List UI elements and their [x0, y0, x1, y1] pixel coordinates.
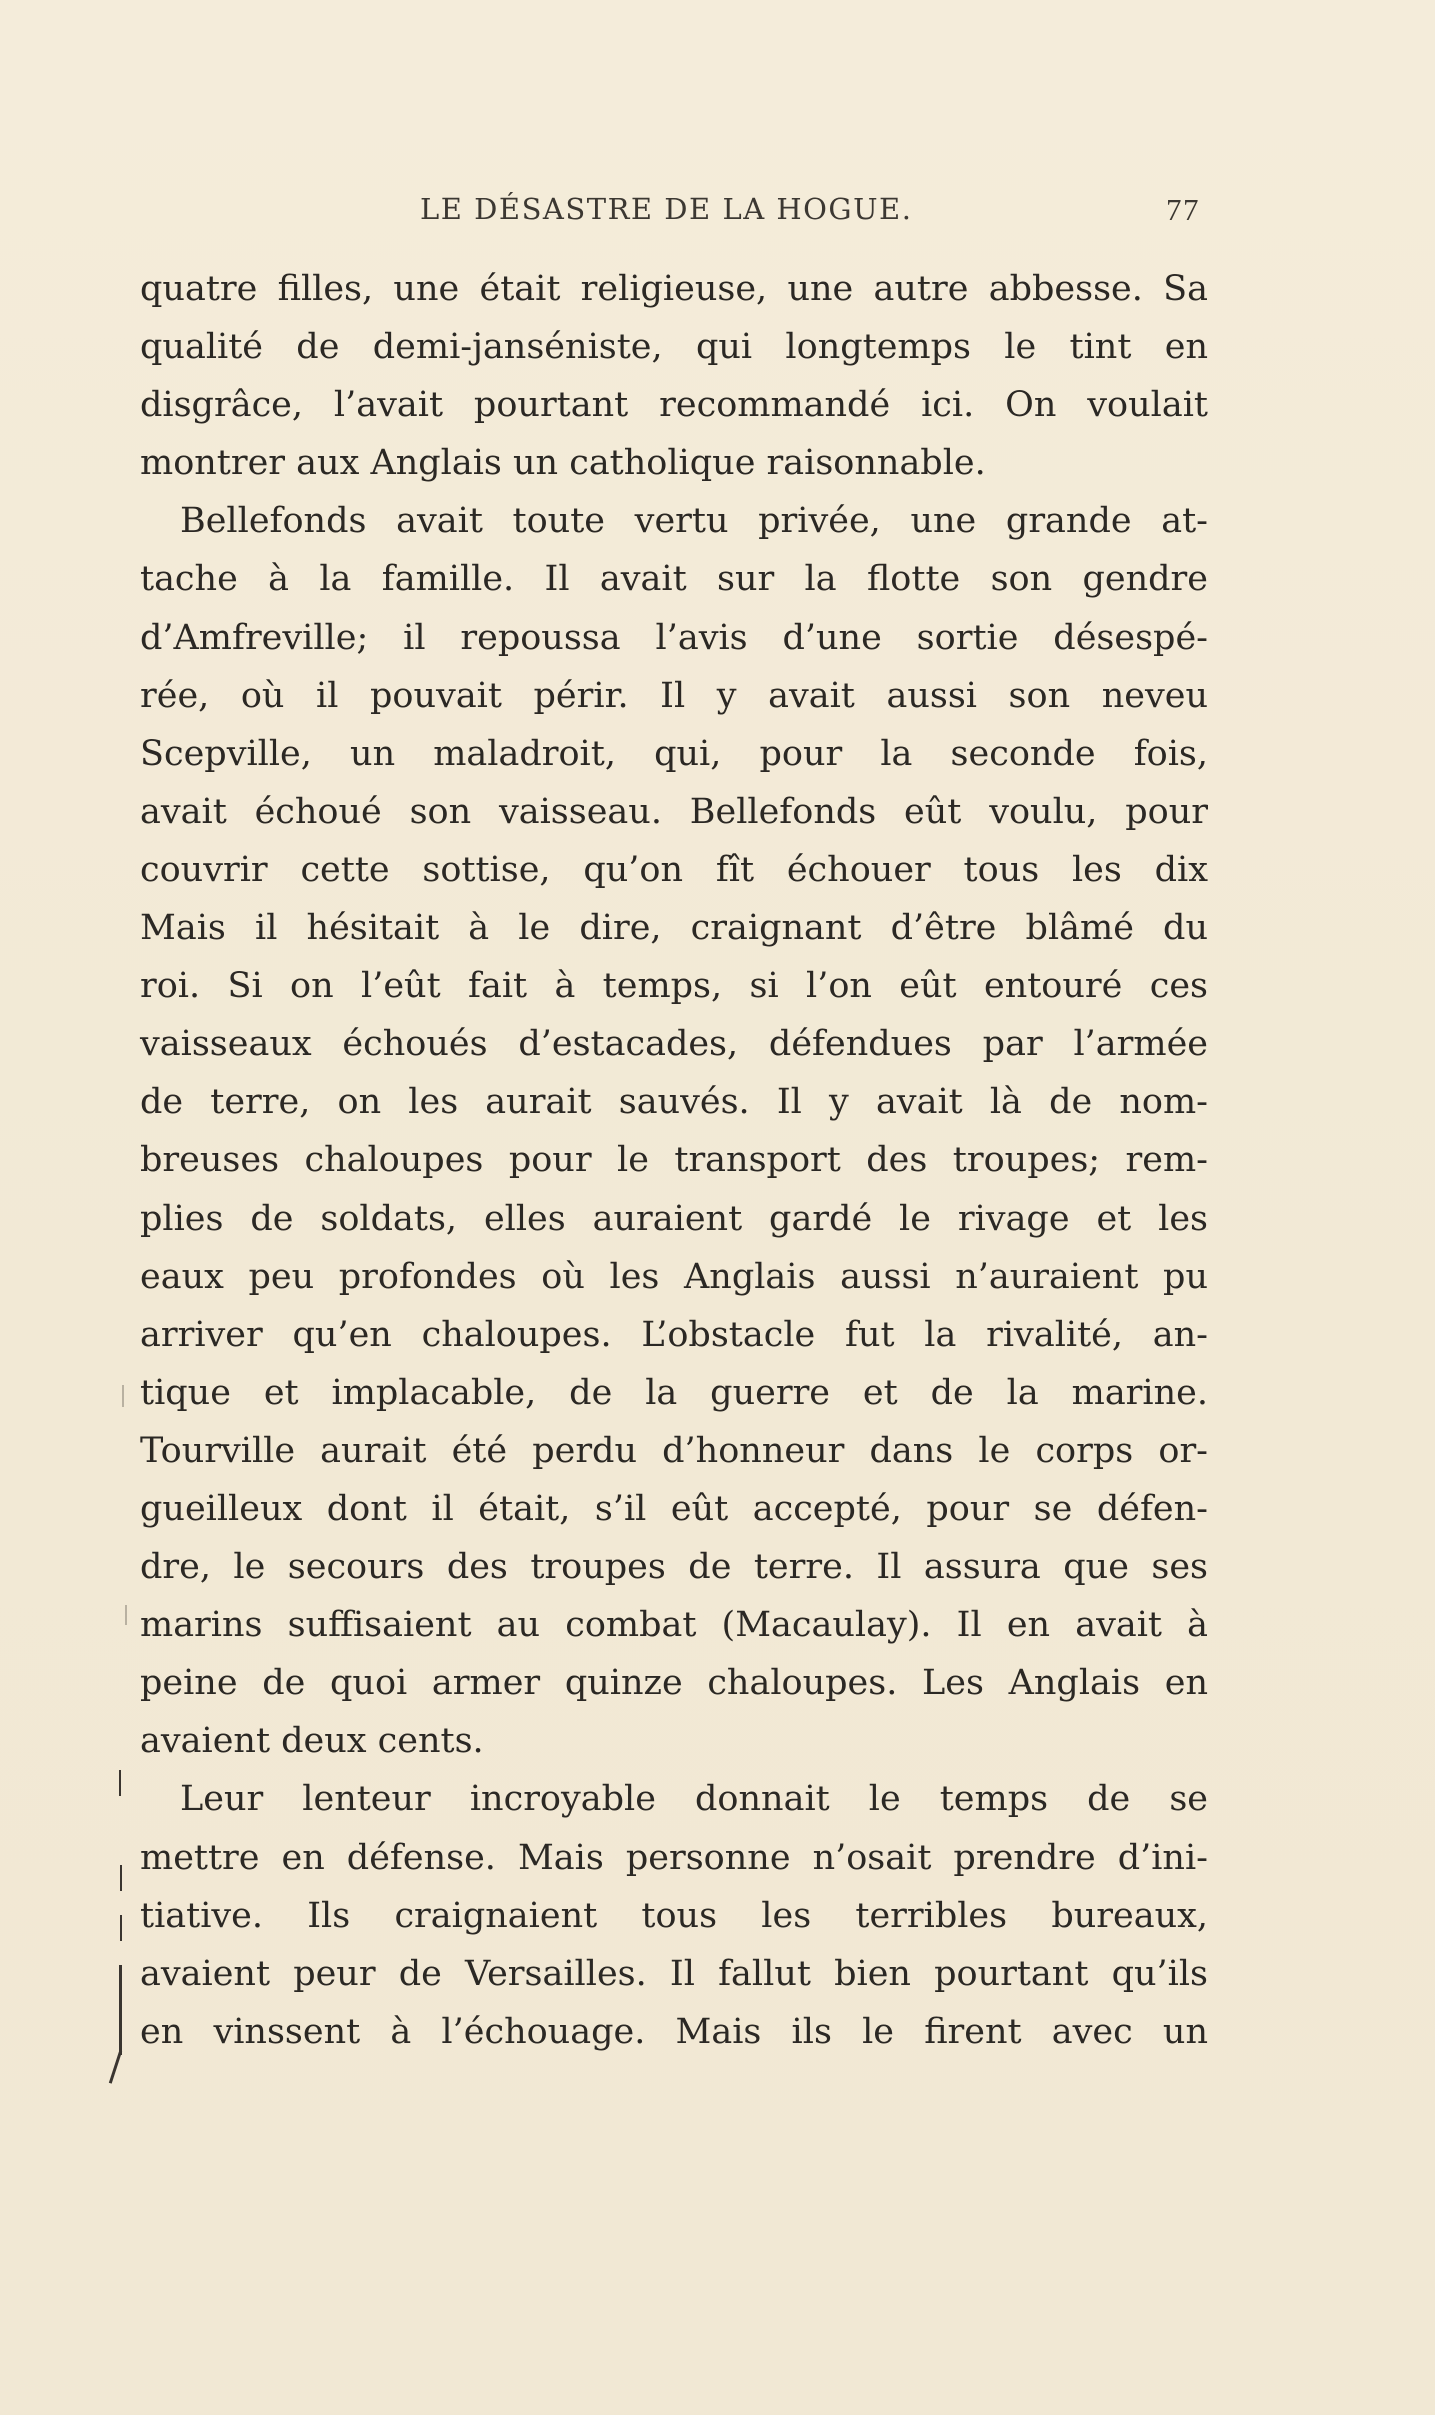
page-number: 77	[1166, 192, 1200, 227]
text-line: tache à la famille. Il avait sur la flotte son gendre	[140, 559, 1208, 600]
text-line: de terre, on les aurait sauvés. Il y avait là de nom-	[140, 1082, 1208, 1123]
text-line: gueilleux dont il était, s’il eût accepté, pour se défen-	[140, 1488, 1208, 1529]
text-line: d’Amfreville; il repoussa l’avis d’une sortie désespé-	[140, 617, 1208, 658]
text-line: Scepville, un maladroit, qui, pour la seconde fois,	[140, 733, 1208, 774]
pencil-mark	[119, 1770, 121, 1796]
text-line: Bellefonds avait toute vertu privée, une grande at-	[180, 501, 1208, 542]
text-line: plies de soldats, elles auraient gardé le rivage et les	[140, 1198, 1208, 1239]
text-line: Tourville aurait été perdu d’honneur dans le corps or-	[140, 1430, 1208, 1471]
pencil-mark	[120, 1915, 122, 1941]
text-line: eaux peu profondes où les Anglais aussi n’auraient pu	[140, 1256, 1208, 1297]
text-line: avaient peur de Versailles. Il fallut bien pourtant qu’ils	[140, 1953, 1208, 1994]
text-line: tiative. Ils craignaient tous les terribles bureaux,	[140, 1895, 1208, 1936]
margin-pencil-marks	[112, 1770, 132, 2090]
pencil-mark	[120, 1865, 122, 1891]
text-line: avaient deux cents.	[140, 1721, 484, 1762]
page-header	[140, 192, 1200, 242]
text-line: montrer aux Anglais un catholique raisonnable.	[140, 443, 986, 484]
text-line: Leur lenteur incroyable donnait le temps de se	[180, 1779, 1208, 1820]
text-line: dre, le secours des troupes de terre. Il assura que ses	[140, 1547, 1208, 1588]
fold-mark	[122, 1385, 124, 1407]
text-line: couvrir cette sottise, qu’on fît échouer tous les dix	[140, 849, 1208, 890]
text-line: qualité de demi-janséniste, qui longtemps le tint en	[140, 327, 1208, 368]
text-line: roi. Si on l’eût fait à temps, si l’on eût entouré ces	[140, 966, 1208, 1007]
body-text	[140, 260, 1208, 2061]
text-line: Mais il hésitait à le dire, craignant d’être blâmé du	[140, 908, 1208, 949]
text-line: disgrâce, l’avait pourtant recommandé ici. On voulait	[140, 385, 1208, 426]
text-line: quatre filles, une était religieuse, une autre abbesse. Sa	[140, 269, 1208, 309]
text-line: marins suffisaient au combat (Macaulay). Il en avait à	[140, 1605, 1208, 1646]
text-line: mettre en défense. Mais personne n’osait prendre d’ini-	[140, 1837, 1208, 1878]
text-line: peine de quoi armer quinze chaloupes. Les Anglais en	[140, 1663, 1208, 1704]
running-title: LE DÉSASTRE DE LA HOGUE.	[420, 192, 913, 226]
text-line: vaisseaux échoués d’estacades, défendues par l’armée	[140, 1024, 1208, 1065]
text-line: arriver qu’en chaloupes. L’obstacle fut la rivalité, an-	[140, 1314, 1208, 1355]
text-line: avait échoué son vaisseau. Bellefonds eût voulu, pour	[140, 791, 1208, 832]
text-line: en vinssent à l’échouage. Mais ils le firent avec un	[140, 2011, 1208, 2052]
pencil-mark	[119, 1965, 122, 2055]
text-line: breuses chaloupes pour le transport des troupes; rem-	[140, 1140, 1208, 1181]
text-line: tique et implacable, de la guerre et de la marine.	[140, 1372, 1208, 1413]
fold-mark	[125, 1605, 127, 1625]
text-line: rée, où il pouvait périr. Il y avait aussi son neveu	[140, 675, 1208, 716]
pencil-mark	[109, 2050, 122, 2083]
